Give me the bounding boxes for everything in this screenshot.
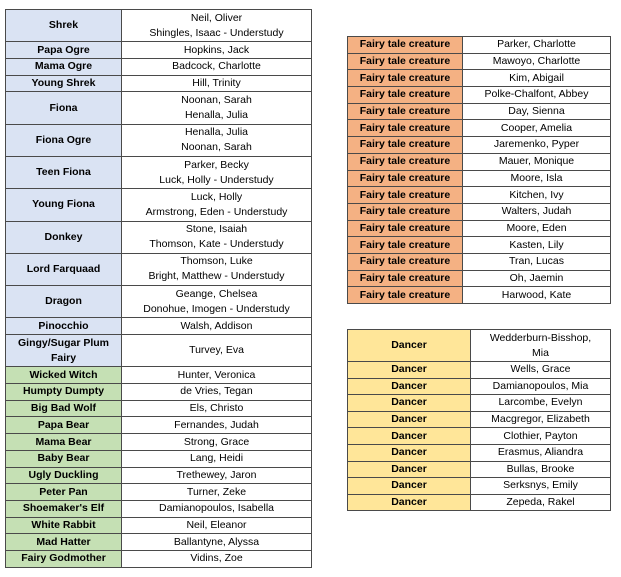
table-row [6,367,312,384]
cast-cell [471,444,611,461]
role-cell: Papa Ogre [6,42,122,59]
table-row [6,534,312,551]
table-row [6,417,312,434]
role-cell: Pinocchio [6,318,122,335]
cell-line: Ballantyne, Alyssa [173,535,260,548]
cell-line: Els, Christo [189,402,244,415]
role-cell: Fairy tale creature [348,120,463,137]
cell-line: Tran, Lucas [508,255,565,268]
cell-line: Hill, Trinity [192,77,241,90]
dancer-table [347,329,611,511]
cell-line: Mawoyo, Charlotte [492,55,581,68]
cell-line: Walters, Judah [501,205,572,218]
cast-cell [471,362,611,379]
role-cell: Fairy tale creature [348,137,463,154]
table-row [6,467,312,484]
cell-line: Damianopoulos, Mia [492,379,589,392]
table-row [6,400,312,417]
role-cell: Dancer [348,411,471,428]
cell-line: Neil, Eleanor [186,518,247,531]
role-cell: Dancer [348,428,471,445]
cell-line: Moore, Eden [506,221,567,234]
cast-cell [463,220,611,237]
cell-line: Day, Sienna [508,105,565,118]
cell-line: Badcock, Charlotte [172,60,261,73]
table-row [348,87,611,104]
cell-line: Jaremenko, Pyper [493,138,580,151]
cell-line: Noonan, Sarah [181,94,252,106]
cast-cell [463,53,611,70]
cell-line: Fairy [50,351,77,364]
table-row [348,70,611,87]
table-row [6,434,312,451]
cast-cell [122,92,312,124]
table-row [348,330,611,362]
table-row [6,550,312,567]
cast-cell [463,237,611,254]
cell-line: Kitchen, Ivy [509,188,564,201]
table-row [348,37,611,54]
cell-line: Damianopoulos, Isabella [159,502,274,515]
cast-cell [122,367,312,384]
cast-cell [122,42,312,59]
table-row [348,253,611,270]
role-cell: Wicked Witch [6,367,122,384]
cast-cell [122,467,312,484]
role-cell: Fairy tale creature [348,170,463,187]
cell-line: Donohue, Imogen - Understudy [143,302,290,315]
cast-cell [463,103,611,120]
cell-line: Luck, Holly [190,190,243,203]
role-cell: Fairy tale creature [348,70,463,87]
cast-cell [122,550,312,567]
cell-line: Kasten, Lily [509,238,564,251]
table-row [6,221,312,253]
table-row [348,120,611,137]
role-cell: Teen Fiona [6,156,122,188]
cast-cell [122,156,312,188]
table-row [348,153,611,170]
cast-cell [471,378,611,395]
cell-line: Kim, Abigail [509,71,564,84]
role-cell: Fairy tale creature [348,220,463,237]
cast-cell [122,58,312,75]
cast-cell [463,37,611,54]
cast-cell [122,189,312,221]
role-cell: Shrek [6,10,122,42]
cast-cell [122,500,312,517]
cell-line: Luck, Holly - Understudy [159,173,274,186]
table-row [348,287,611,304]
table-row [6,124,312,156]
table-row [348,187,611,204]
table-row [6,517,312,534]
role-cell: Fairy tale creature [348,203,463,220]
role-cell: Shoemaker's Elf [6,500,122,517]
role-cell: Dancer [348,362,471,379]
table-row [6,286,312,318]
table-row [6,484,312,501]
cast-cell [471,428,611,445]
cell-line: Thomson, Luke [180,255,253,268]
table-row [348,411,611,428]
cell-line: Trethewey, Jaron [176,468,257,481]
cell-line: Fernandes, Judah [174,418,259,431]
cast-cell [122,484,312,501]
role-cell: Mama Bear [6,434,122,451]
table-row [6,92,312,124]
table-row [6,384,312,401]
cast-cell [122,417,312,434]
cast-cell [122,318,312,335]
cell-line: Harwood, Kate [501,288,572,301]
cast-cell [463,187,611,204]
role-cell: Ugly Duckling [6,467,122,484]
table-row [348,203,611,220]
cell-line: Lang, Heidi [189,452,244,465]
cell-line: Gingy/Sugar Plum [17,336,109,349]
role-cell: Fairy tale creature [348,253,463,270]
role-cell: Papa Bear [6,417,122,434]
role-cell: Fiona [6,92,122,124]
role-cell: Dancer [348,461,471,478]
cell-line: Bullas, Brooke [506,462,575,475]
fairy-tale-creature-table [347,36,611,304]
cell-line: Oh, Jaemin [509,271,564,284]
role-cell: Mama Ogre [6,58,122,75]
cast-cell [471,461,611,478]
table-row [6,75,312,92]
cast-cell [122,75,312,92]
main-cast-table [5,9,312,568]
cell-line: Neil, Oliver [190,11,243,24]
role-cell: Fairy tale creature [348,103,463,120]
role-cell: Fairy tale creature [348,287,463,304]
table-row [348,53,611,70]
cast-cell [471,411,611,428]
cell-line: Shingles, Isaac - Understudy [149,26,284,39]
role-cell: White Rabbit [6,517,122,534]
role-cell: Fairy tale creature [348,270,463,287]
cell-line: Noonan, Sarah [181,141,252,154]
cell-line: Moore, Isla [510,171,563,184]
role-cell: Dancer [348,444,471,461]
role-cell: Donkey [6,221,122,253]
table-row [348,428,611,445]
table-row [6,156,312,188]
cast-cell [122,434,312,451]
cell-line: Vidins, Zoe [190,552,243,565]
cell-line: Mia [532,346,549,359]
table-row [348,103,611,120]
cell-line: Hunter, Veronica [177,368,256,381]
fairy-tale-creature-body [348,37,611,304]
cast-cell [122,534,312,551]
role-cell: Peter Pan [6,484,122,501]
table-row [348,137,611,154]
table-row [6,500,312,517]
cast-cell [463,87,611,104]
table-row [6,253,312,285]
cast-cell [122,10,312,42]
cell-line: Henalla, Julia [184,109,249,121]
cell-line: Parker, Charlotte [497,38,576,51]
cast-cell [122,124,312,156]
cast-cell [471,330,611,362]
table-row [348,378,611,395]
role-cell: Dancer [348,494,471,511]
table-row [6,335,312,367]
cast-cell [463,287,611,304]
cast-cell [463,70,611,87]
role-cell: Dragon [6,286,122,318]
role-cell: Fairy Godmother [6,550,122,567]
role-cell: Lord Farquaad [6,253,122,285]
cast-cell [463,170,611,187]
role-cell: Young Shrek [6,75,122,92]
cast-cell [122,335,312,367]
role-cell: Baby Bear [6,450,122,467]
cell-line: Erasmus, Aliandra [497,446,584,459]
cast-cell [463,203,611,220]
cell-line: Larcombe, Evelyn [498,396,583,409]
table-row [6,189,312,221]
role-cell: Fairy tale creature [348,187,463,204]
cast-cell [122,221,312,253]
cell-line: Zepeda, Rakel [506,496,575,509]
cast-cell [122,384,312,401]
role-cell: Mad Hatter [6,534,122,551]
role-cell: Fairy tale creature [348,37,463,54]
cell-line: Geange, Chelsea [175,287,258,300]
cell-line: Parker, Becky [184,158,249,171]
role-cell: Dancer [348,378,471,395]
main-cast-body [6,10,312,568]
table-row [6,58,312,75]
cell-line: Serksnys, Emily [503,479,578,492]
cell-line: Macgregor, Elizabeth [491,413,590,426]
role-cell: Fairy tale creature [348,87,463,104]
role-cell: Dancer [348,330,471,362]
table-row [6,318,312,335]
table-row [6,10,312,42]
table-row [348,220,611,237]
cell-line: Turner, Zeke [186,485,247,498]
table-row [348,494,611,511]
cell-line: Turvey, Eva [189,344,244,357]
cast-cell [463,270,611,287]
table-row [6,450,312,467]
cell-line: Stone, Isaiah [185,223,248,236]
cell-line: Wedderburn-Bisshop, [489,331,592,344]
cast-cell [471,395,611,412]
role-cell: Fairy tale creature [348,237,463,254]
table-row [348,395,611,412]
table-row [348,270,611,287]
table-row [348,237,611,254]
role-cell: Young Fiona [6,189,122,221]
cell-line: Thomson, Kate - Understudy [149,238,284,251]
role-cell: Fairy tale creature [348,53,463,70]
cell-line: Cooper, Amelia [500,121,573,134]
table-row [348,478,611,495]
cast-cell [122,517,312,534]
cell-line: Strong, Grace [183,435,250,448]
cast-cell [122,400,312,417]
role-cell: Big Bad Wolf [6,400,122,417]
role-cell: Dancer [348,395,471,412]
role-cell [6,335,122,367]
cell-line: Wells, Grace [510,363,571,376]
role-cell: Humpty Dumpty [6,384,122,401]
cell-line: Walsh, Addison [180,319,253,332]
cast-cell [463,137,611,154]
cast-cell [122,286,312,318]
role-cell: Dancer [348,478,471,495]
cell-line: Bright, Matthew - Understudy [148,270,285,283]
cell-line: Clothier, Payton [503,429,578,442]
cast-cell [463,120,611,137]
cell-line: Mauer, Monique [498,155,575,168]
cell-line: Henalla, Julia [184,126,249,139]
cell-line: de Vries, Tegan [180,385,253,398]
table-row [348,444,611,461]
role-cell: Fairy tale creature [348,153,463,170]
cast-cell [463,253,611,270]
cast-cell [471,478,611,495]
cast-cell [122,253,312,285]
dancer-body [348,330,611,511]
cast-cell [463,153,611,170]
cast-cell [122,450,312,467]
table-row [348,461,611,478]
table-row [348,170,611,187]
table-row [6,42,312,59]
cell-line: Polke-Chalfont, Abbey [484,88,589,101]
cell-line: Hopkins, Jack [183,43,250,56]
cast-cell [471,494,611,511]
cell-line: Armstrong, Eden - Understudy [145,205,288,218]
role-cell: Fiona Ogre [6,124,122,156]
table-row [348,362,611,379]
